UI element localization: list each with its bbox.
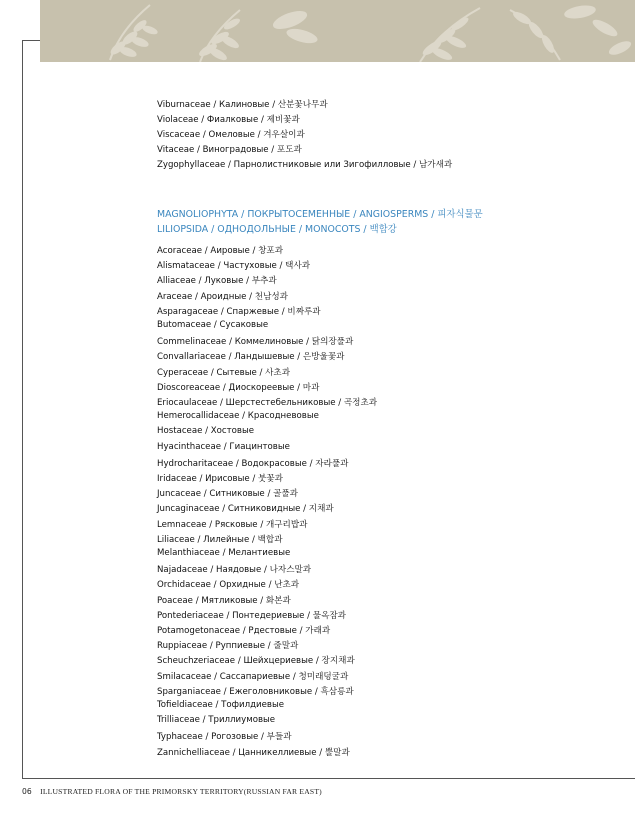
family-name: Viburnaceae / Калиновые / 산분꽃나무과 <box>157 100 328 110</box>
family-name: Melanthiaceae / Мелантиевые <box>157 548 291 558</box>
family-name: Dioscoreaceae / Диоскореевые / 마과 <box>157 382 320 393</box>
frame-line-left <box>22 40 23 778</box>
family-name: Poaceae / Мятликовые / 화본과 <box>157 595 291 606</box>
family-name: Typhaceae / Рогозовые / 부들과 <box>157 732 292 743</box>
family-name: Acoraceae / Аировые / 창포과 <box>157 246 284 256</box>
section-title-line1: MAGNOLIOPHYTA / ПОКРЫТОСЕМЕННЫЕ / ANGIOSPERMS / 피자식물문 <box>157 209 483 220</box>
family-name: Alliaceae / Луковые / 부추과 <box>157 276 277 287</box>
family-name: Potamogetonaceae / Рдестовые / 가래과 <box>157 626 331 636</box>
family-name: Hydrocharitaceae / Водокрасовые / 자라풀과 <box>157 458 349 469</box>
family-name: Araceae / Ароидные / 천남성과 <box>157 291 288 302</box>
family-name: Cyperaceae / Сытевые / 사초과 <box>157 367 291 378</box>
family-name: Orchidaceae / Орхидные / 난초과 <box>157 580 300 591</box>
fern-leaves-illustration <box>40 0 635 62</box>
family-name: Eriocaulaceae / Шерстестебельниковые / 곡정초과 <box>157 398 378 408</box>
family-name: Alismataceae / Частуховые / 택사과 <box>157 261 311 272</box>
section-title-line2: LILIOPSIDA / ОДНОДОЛЬНЫЕ / MONOCOTS / 백합강 <box>157 224 397 235</box>
family-name: Ruppiaceae / Руппиевые / 줄말과 <box>157 641 299 652</box>
header-banner <box>40 0 635 62</box>
family-name: Sparganiaceae / Ежеголовниковые / 흑삼릉과 <box>157 686 354 697</box>
family-name: Pontederiaceae / Понтедериевые / 물옥잠과 <box>157 610 346 621</box>
page-footer <box>22 787 322 796</box>
footer-page-number: 06 <box>22 787 32 796</box>
family-name: Butomaceae / Сусаковые <box>157 320 269 330</box>
family-name: Smilacaceae / Сассапариевые / 청미래덩굴과 <box>157 671 349 682</box>
family-name: Zannichelliaceae / Цанникеллиевые / 뿔말과 <box>157 747 350 758</box>
family-name: Lemnaceae / Рясковые / 개구리밥과 <box>157 519 308 530</box>
family-name: Najadaceae / Наядовые / 나자스말과 <box>157 565 312 576</box>
family-name: Scheuchzeriaceae / Шейхцериевые / 장지채과 <box>157 656 355 667</box>
family-name: Asparagaceae / Спаржевые / 비짜루과 <box>157 306 321 317</box>
family-name: Iridaceae / Ирисовые / 붓꽃과 <box>157 474 283 484</box>
family-name: Liliaceae / Лилейные / 백합과 <box>157 534 283 545</box>
family-name: Commelinaceae / Коммелиновые / 닭의장풀과 <box>157 337 354 348</box>
family-name: Juncaginaceae / Ситниковидные / 지채과 <box>157 504 334 515</box>
family-name: Vitaceae / Виноградовые / 포도과 <box>157 145 302 155</box>
family-name: Juncaceae / Ситниковые / 골풀과 <box>157 489 298 500</box>
footer-book-title: ILLUSTRATED FLORA OF THE PRIMORSKY TERRITORY(RUSSIAN FAR EAST) <box>40 787 322 796</box>
family-name: Hostaceae / Хостовые <box>157 426 255 437</box>
family-name: Hyacinthaceae / Гиацинтовые <box>157 441 290 452</box>
family-name: Trilliaceae / Триллиумовые <box>157 715 276 726</box>
family-name: Convallariaceae / Ландышевые / 은방울꽃과 <box>157 352 345 363</box>
frame-line-top <box>22 40 40 41</box>
family-name: Zygophyllaceae / Парнолистниковые или Зигофилловые / 남가새과 <box>157 160 453 170</box>
family-name: Tofieldiaceae / Тофилдиевые <box>157 700 285 710</box>
family-name: Hemerocallidaceae / Красодневовые <box>157 411 319 422</box>
frame-line-bottom <box>22 778 635 779</box>
family-name: Violaceae / Фиалковые / 제비꽃과 <box>157 115 300 125</box>
family-name: Viscaceae / Омеловые / 겨우살이과 <box>157 130 305 140</box>
